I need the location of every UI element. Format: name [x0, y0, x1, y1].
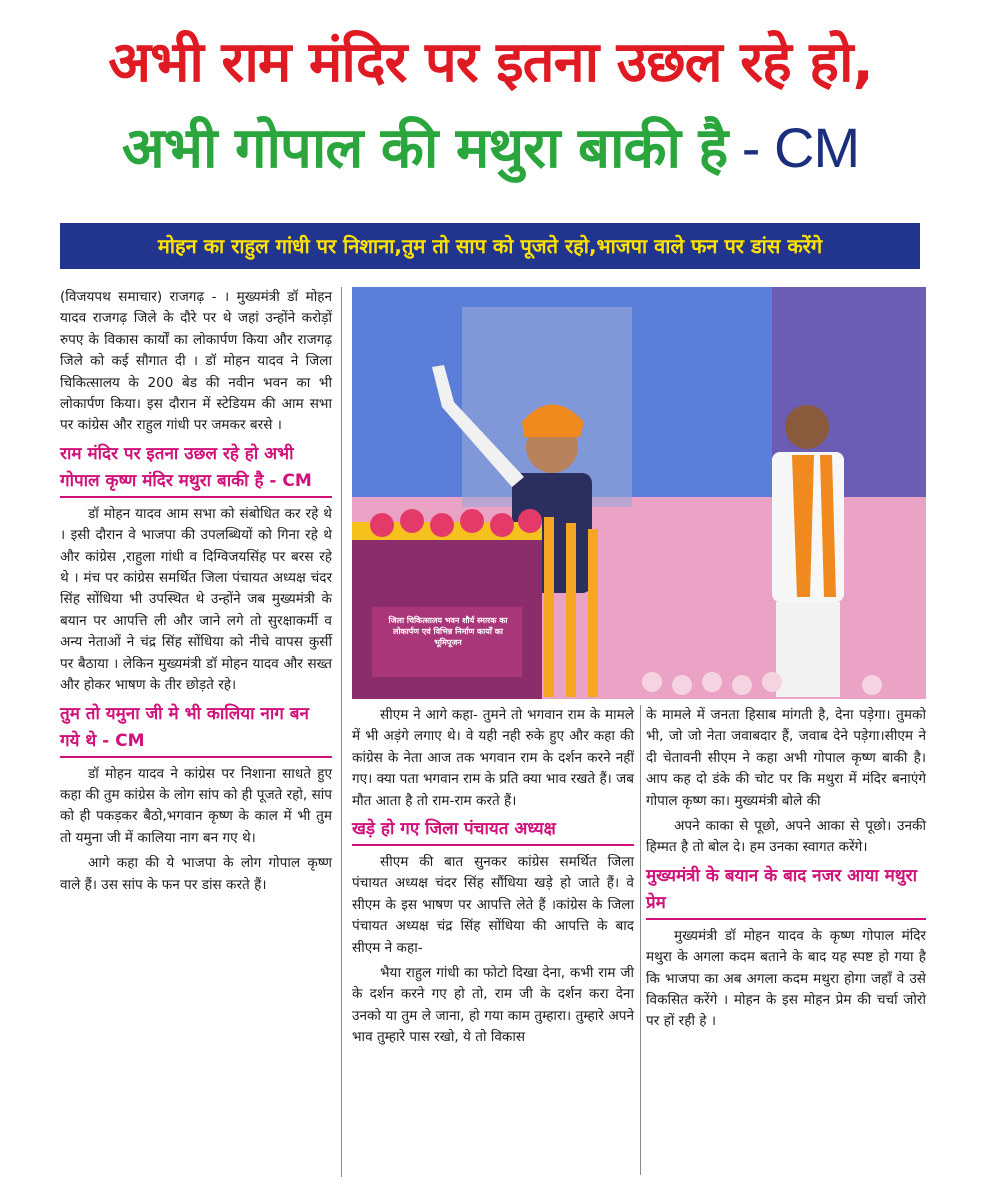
paragraph: डॉ मोहन यादव आम सभा को संबोधित कर रहे थे । इसी दौरान वे भाजपा की उपलब्धियों को गिना रहे थे और कांग्रेस ,राहुला गांधी व दिग्विजयसिंह पर बरस रहे थे । मंच पर कांग्रेस समर्थित जिला पंचायत अध्यक्ष चंदर सिंह सोंधिया भी उपस्थित थे उन्होंने जब मुख्यमंत्री के बयान पर आपत्ति ली और जाने लगे तो सुरक्षाकर्मी व अन्य नेताओं ने चंद्र सिंह सोंधिया को नीचे वापस कुर्सी पर बैठाया । लेकिन मुख्यमंत्री डॉ मोहन यादव और सख्त और होकर भाषण के तीर छोड़ते रहे। [60, 505, 332, 694]
paragraph: सीएम की बात सुनकर कांग्रेस समर्थित जिला पंचायत अध्यक्ष चंदर सिंह सौंधिया खड़े हो जाते हैं। वे सीएम के इस भाषण पर आपत्ति लेते हैं ।कांग्रेस के जिला पंचायत अध्यक्ष चंद्र सिंह सोंधिया की आपत्ति के बाद सीएम ने कहा- [352, 854, 634, 956]
column-3 [646, 705, 926, 1037]
subheading-mathura: मुख्यमंत्री के बयान के बाद नजर आया मथुरा प्रेम [646, 863, 926, 920]
subheading-panchayat: खड़े हो गए जिला पंचायत अध्यक्ष [352, 816, 634, 846]
column-1 [60, 287, 332, 900]
paragraph: भैया राहुल गांधी का फोटो दिखा देना, कभी राम जी के दर्शन करने गए हो तो, राम जी के दर्शन करा देना उनको या तुम ले जाना, हो गया काम तुम्हारा। तुम्हारे अपने भाव तुम्हारे पास रखो, ये तो विकास [352, 965, 634, 1046]
subheading-kaliya-naag: तुम तो यमुना जी मे भी कालिया नाग बन गये थे - CM [60, 701, 332, 758]
deck-banner: मोहन का राहुल गांधी पर निशाना,तुम तो साप को पूजते रहो,भाजपा वाले फन पर डांस करेंगे [60, 223, 920, 269]
subheading-ram-mandir: राम मंदिर पर इतना उछल रहे हो अभी गोपाल कृष्ण मंदिर मथुरा बाकी है - CM [60, 441, 332, 498]
paragraph: अपने काका से पूछो, अपने आका से पूछो। उनकी हिम्मत है तो बोल दे। हम उनका स्वागत करेंगे। [646, 818, 926, 856]
paragraph: सीएम ने आगे कहा- तुमने तो भगवान राम के मामले में भी अड़ंगे लगाए थे। वे यही नही रुके हुए और कहा की कांग्रेस के नेता आज तक भगवान राम के दर्शन करने नहीं गए। क्या पता भगवान राम के प्रति क्या भाव रखते हैं। जब मौत आता है तो राम-राम करते हैं। [352, 707, 634, 809]
headline-dash: - [727, 116, 775, 179]
headline-line-2 [0, 108, 981, 184]
headline-line-2-text: अभी गोपाल की मथुरा बाकी है [121, 116, 728, 181]
paragraph: के मामले में जनता हिसाब मांगती है, देना पड़ेगा। तुमको भी, जो जो नेता जवाबदार हैं, जवाब देने पड़ेगा।सीएम ने दी चेतावनी सीएम ने कहा अभी गोपाल कृष्ण बाकी है। आप कह दो डंके की चोट पर कि मथुरा में मंदिर बनाएंगे गोपाल कृष्ण का। मुख्यमंत्री बोले की [646, 707, 926, 809]
headline-cm: CM [774, 116, 860, 179]
column-divider [341, 287, 342, 1177]
headline-line-1: अभी राम मंदिर पर इतना उछल रहे हो, [108, 30, 873, 95]
paragraph: डॉ मोहन यादव ने कांग्रेस पर निशाना साधते हुए कहा की तुम कांग्रेस के लोग सांप को ही पूजते रहो, सांप को ही पकड़कर बैठो,भगवान कृष्ण के काल में भी तुम तो यमुना जी में कालिया नाग बन गए थे। [60, 765, 332, 846]
paragraph: मुख्यमंत्री डॉ मोहन यादव के कृष्ण गोपाल मंदिर मथुरा के अगला कदम बताने के बाद यह स्पष्ट हो गया है कि भाजपा का अब अगला कदम मथुरा होगा जहाँ वे उसे विकसित करेंगे । मोहन के इस मोहन प्रेम की चर्चा जोरो पर हों रही हे । [646, 927, 926, 1030]
paragraph: आगे कहा की ये भाजपा के लोग गोपाल कृष्ण वाले हैं। उस सांप के फन पर डांस करते हैं। [60, 855, 332, 893]
event-photo [352, 287, 926, 699]
column-2 [352, 705, 634, 1053]
intro-paragraph: (विजयपथ समाचार) राजगढ़ - । मुख्यमंत्री डॉ मोहन यादव राजगढ़ जिले के दौरे पर थे जहां उन्होंने करोड़ों रुपए के विकास कार्यों का लोकार्पण किया और राजगढ़ जिले को कई सौगात दी । डॉ मोहन यादव ने जिला चिकित्सालय के 200 बेड की नवीन भवन का भी लोकार्पण किया। इस दौरान में स्टेडियम की आम सभा पर कांग्रेस और राहुल गांधी पर जमकर बरसे । [60, 289, 332, 434]
podium-banner-text: जिला चिकित्सालय भवन शौर्य स्मारक का लोकार्पण एवं विभिन्न निर्माण कार्यों का भूमिपूजन [388, 616, 508, 647]
column-divider [640, 705, 641, 1175]
